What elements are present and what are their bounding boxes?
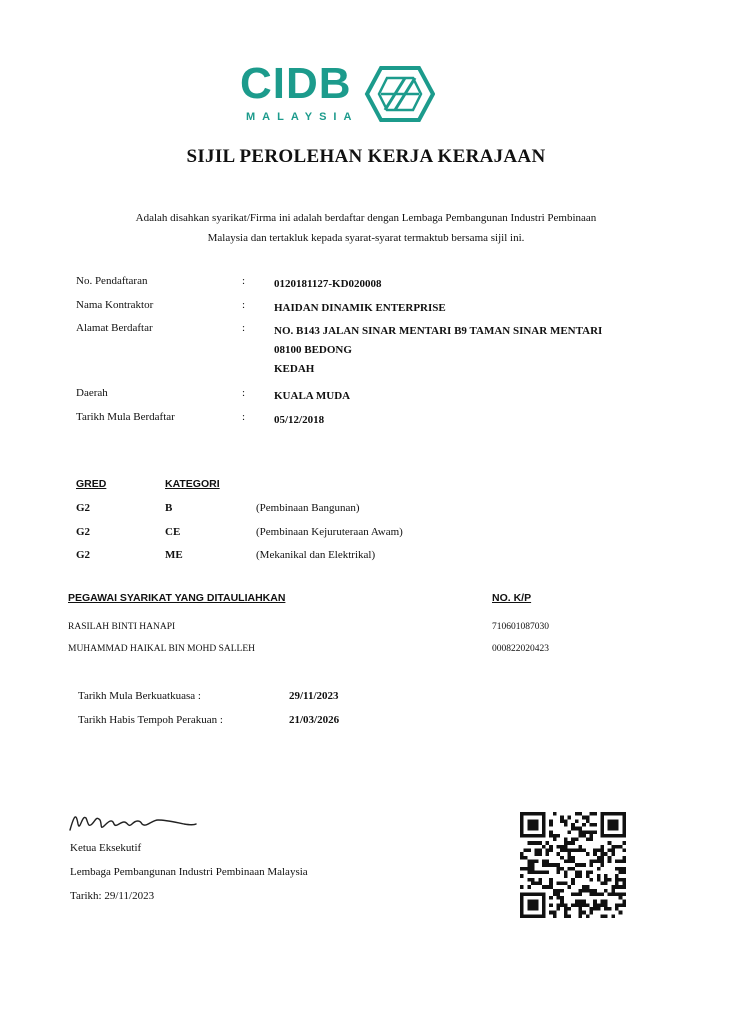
effective-date-label: Tarikh Mula Berkuatkuasa :	[78, 690, 201, 702]
staff-id: 000822020423	[492, 644, 549, 654]
staff-id-header: NO. K/P	[492, 592, 532, 604]
staff-name-header: PEGAWAI SYARIKAT YANG DITAULIAHKAN	[68, 592, 286, 604]
district-value: KUALA MUDA	[274, 390, 351, 402]
contractor-name-value: HAIDAN DINAMIK ENTERPRISE	[274, 302, 446, 314]
category-desc: (Pembinaan Bangunan)	[256, 502, 360, 514]
staff-id: 710601087030	[492, 622, 549, 632]
district-label: Daerah	[76, 387, 108, 399]
registration-no-value: 0120181127-KD020008	[274, 278, 382, 290]
cidb-hexagon-icon	[363, 64, 435, 124]
category-desc: (Mekanikal dan Elektrikal)	[256, 549, 376, 561]
colon: :	[242, 322, 246, 334]
contractor-name-label: Nama Kontraktor	[76, 299, 154, 311]
grade-header: GRED	[76, 478, 107, 490]
expiry-date-value: 21/03/2026	[289, 714, 340, 726]
grade-cell: G2	[76, 526, 91, 538]
certificate-title: SIJIL PEROLEHAN KERJA KERAJAAN	[186, 146, 546, 167]
colon: :	[242, 299, 246, 311]
staff-name: MUHAMMAD HAIKAL BIN MOHD SALLEH	[68, 644, 256, 654]
address-line-1: NO. B143 JALAN SINAR MENTARI B9 TAMAN SINAR MENTARI	[274, 325, 603, 337]
registration-no-label: No. Pendaftaran	[76, 275, 148, 287]
expiry-date-label: Tarikh Habis Tempoh Perakuan :	[78, 714, 223, 726]
signatory-title: Ketua Eksekutif	[70, 842, 142, 854]
logo-country: MALAYSIA	[246, 111, 359, 123]
cidb-logo	[238, 59, 438, 134]
address-label: Alamat Berdaftar	[76, 322, 153, 334]
intro-paragraph	[60, 208, 672, 248]
signature-image	[66, 806, 198, 836]
category-cell: ME	[165, 549, 183, 561]
category-cell: B	[165, 502, 173, 514]
signature-date: Tarikh: 29/11/2023	[70, 890, 155, 902]
address-line-2: 08100 BEDONG	[274, 344, 352, 356]
intro-line-2: Malaysia dan tertakluk kepada syarat-syarat termaktub bersama sijil ini.	[207, 232, 525, 244]
grade-cell: G2	[76, 502, 91, 514]
address-value	[274, 322, 602, 379]
effective-date-value: 29/11/2023	[289, 690, 339, 702]
category-cell: CE	[165, 526, 181, 538]
category-header: KATEGORI	[165, 478, 220, 490]
staff-name: RASILAH BINTI HANAPI	[68, 622, 176, 632]
qr-code-icon	[520, 812, 626, 918]
colon: :	[242, 275, 246, 287]
start-date-label: Tarikh Mula Berdaftar	[76, 411, 175, 423]
intro-line-1: Adalah disahkan syarikat/Firma ini adalah berdaftar dengan Lembaga Pembangunan Industri Pembinaan	[135, 212, 597, 224]
category-desc: (Pembinaan Kejuruteraan Awam)	[256, 526, 403, 538]
address-line-3: KEDAH	[274, 363, 315, 375]
grade-cell: G2	[76, 549, 91, 561]
signatory-organization: Lembaga Pembangunan Industri Pembinaan Malaysia	[70, 866, 308, 878]
colon: :	[242, 387, 246, 399]
logo-wordmark: CIDB	[240, 59, 352, 108]
start-date-value: 05/12/2018	[274, 414, 325, 426]
colon: :	[242, 411, 246, 423]
